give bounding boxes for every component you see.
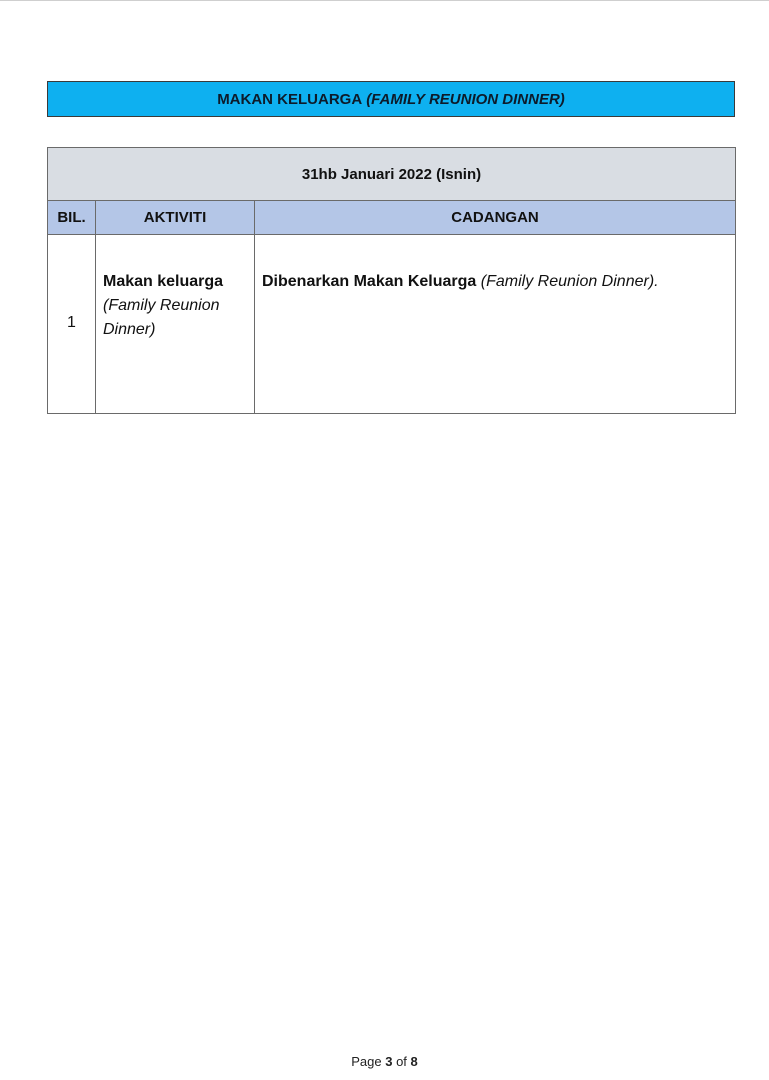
date-cell: 31hb Januari 2022 (Isnin) xyxy=(48,148,736,201)
document-title: MAKAN KELUARGA xyxy=(217,90,363,108)
schedule-table xyxy=(47,147,736,414)
page-word: Page xyxy=(351,1054,382,1069)
header-row xyxy=(48,201,736,235)
table-row xyxy=(48,235,736,414)
row-aktiviti-cell xyxy=(96,235,255,414)
date-row xyxy=(48,148,736,201)
header-bil: BIL. xyxy=(48,201,96,235)
cadangan-text: Dibenarkan Makan Keluarga xyxy=(262,273,477,290)
total-pages-number: 8 xyxy=(410,1054,418,1069)
row-bil-cell xyxy=(48,235,96,414)
current-page-number: 3 xyxy=(385,1054,393,1069)
cadangan-subtext: (Family Reunion Dinner). xyxy=(480,273,659,290)
header-cadangan: CADANGAN xyxy=(255,201,736,235)
aktiviti-text: Makan keluarga xyxy=(103,273,224,290)
page-footer xyxy=(0,1054,769,1069)
row-number: 1 xyxy=(67,314,76,331)
row-cadangan-cell xyxy=(255,235,736,414)
document-title-bar xyxy=(47,81,735,117)
of-word: of xyxy=(396,1054,407,1069)
page-top-edge xyxy=(0,0,769,1)
aktiviti-subtext: (Family Reunion Dinner) xyxy=(103,297,220,338)
header-aktiviti: AKTIVITI xyxy=(96,201,255,235)
document-subtitle: (FAMILY REUNION DINNER) xyxy=(366,90,565,108)
